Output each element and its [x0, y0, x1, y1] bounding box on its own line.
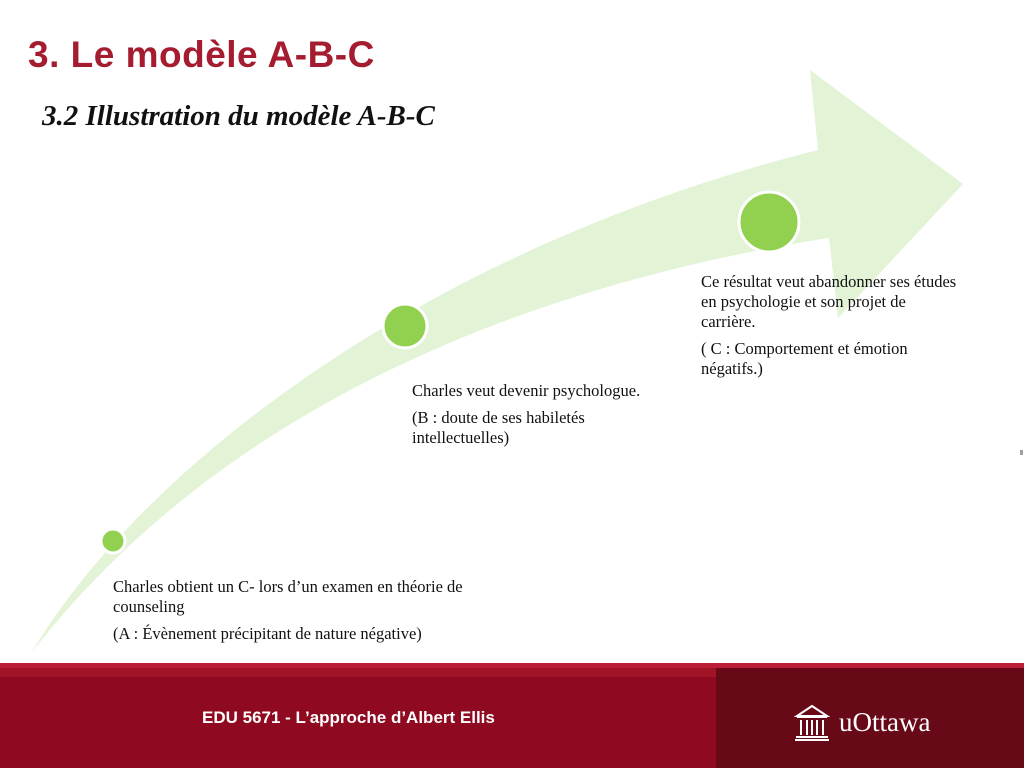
step-c-label: ( C : Comportement et émotion négatifs.)	[701, 339, 908, 378]
slide-title: 3. Le modèle A-B-C	[28, 34, 375, 75]
step-a-event: Charles obtient un C- lors d’un examen en théorie de counseling	[113, 577, 463, 616]
step-a-text	[113, 577, 523, 651]
uottawa-wordmark: uOttawa	[839, 706, 931, 737]
step-b-text	[412, 381, 642, 455]
node-a	[101, 529, 125, 553]
node-c	[739, 192, 799, 252]
step-a-label: (A : Évènement précipitant de nature négative)	[113, 624, 422, 643]
step-c-event: Ce résultat veut abandonner ses études en psychologie et son projet de carrière.	[701, 272, 957, 331]
footer-bar	[0, 668, 1024, 768]
uottawa-logo	[794, 702, 930, 742]
step-c-text	[701, 272, 963, 386]
university-building-icon	[794, 702, 830, 742]
edge-marker	[1020, 450, 1023, 455]
step-b-label: (B : doute de ses habiletés intellectuelles)	[412, 408, 585, 447]
node-b	[383, 304, 427, 348]
footer-course-title: EDU 5671 - L’approche d’Albert Ellis	[202, 708, 495, 727]
slide-subtitle: 3.2 Illustration du modèle A-B-C	[42, 100, 435, 132]
step-b-event: Charles veut devenir psychologue.	[412, 381, 641, 400]
